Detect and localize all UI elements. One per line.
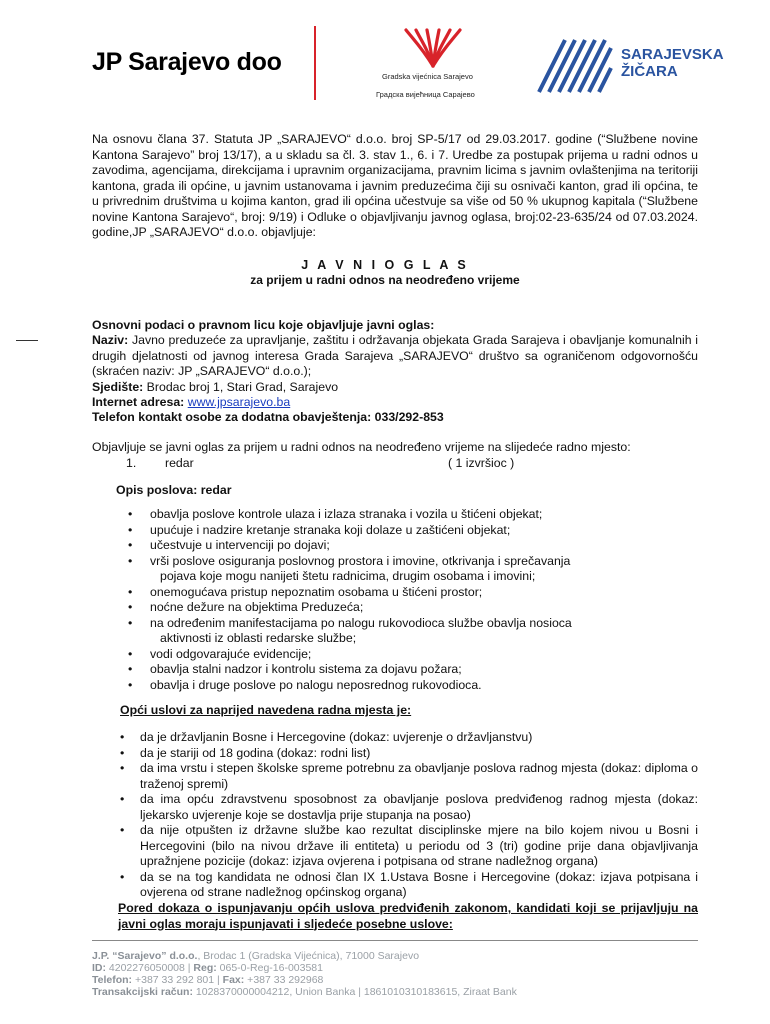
position-number: 1. [126,456,137,470]
company-name: JP Sarajevo doo [92,48,282,76]
seat-label: Sjedište: [92,380,144,394]
list-item: • vodi odgovarajuće evidencije; [120,647,680,663]
entity-name-label: Naziv: [92,333,129,347]
entity-name [92,333,698,380]
website-link[interactable]: www.jpsarajevo.ba [187,395,291,409]
basic-info-heading: Osnovni podaci o pravnom licu koje objavljuje javni oglas: [92,318,435,332]
position-name: redar [165,456,194,470]
document-subtitle: za prijem u radni odnos na neodređeno vrijeme [250,273,520,287]
footer-divider [92,940,698,941]
footer-phones: Telefon: +387 33 292 801 | Fax: +387 33 292968 [92,974,324,986]
list-item: • upućuje i nadzire kretanje stranaka koji dolaze u zaštićeni objekat; [120,523,680,539]
list-item: • obavlja poslove kontrole ulaza i izlaza stranaka i vozila u štićeni objekat; [120,507,680,523]
entity-name-value: Javno preduzeće za upravljanje, zaštitu i održavanja objekata Grada Sarajeva i obavljanje komunalnih i drugih djelatnosti od javnog interesa Grada Sarajeva „SARAJEVO“ društvo sa ograničenom odgovornošću (skraćen naziv: JP „SARAJEVO“ d.o.o.); [92,333,698,378]
list-item: • da ima opću zdravstvenu sposobnost za obavljanje poslova predviđenog radnog mjesta (dokaz: ljekarsko uvjerenje koje se dostavlja prije stupanja na posao) [118,792,698,823]
cable-car-brand-line2: ŽIČARA [621,63,678,80]
list-item: • učestvuje u intervenciji po dojavi; [120,538,680,554]
list-item: • da nije otpušten iz državne službe kao rezultat disciplinske mjere na bilo kojem nivou u Bosni i Hercegovini (bilo na nivou države ili entiteta) u periodu od 3 (tri) godine prije dana objavljivanja upražnjene pozicije (dokaz: izjava ovjerena i potpisana od strane nadležnog organa) [118,823,698,870]
general-conditions-list [118,730,698,901]
list-item: • na određenim manifestacijama po nalogu rukovodioca službe obavlja nosioca aktivnosti iz oblasti redarske službe; [120,616,680,647]
city-hall-logo-icon [400,26,466,70]
duties-heading: Opis poslova: redar [116,483,232,497]
cable-car-brand [621,46,724,80]
list-item: • da je stariji od 18 godina (dokaz: rodni list) [118,746,698,762]
footer-address: J.P. “Sarajevo” d.o.o., Brodac 1 (Gradska Vijećnica), 71000 Sarajevo [92,950,420,962]
general-conditions-heading: Opći uslovi za naprijed navedena radna mjesta je: [120,703,412,717]
list-item: • noćne dežure na objektima Preduzeća; [120,600,680,616]
duties-list [120,507,680,693]
entity-seat [92,380,698,396]
list-item: • da se na tog kandidata ne odnosi član IX 1.Ustava Bosne i Hercegovine (dokaz: izjava potpisana i ovjerena od strane nadležnog općinskog organa) [118,870,698,901]
city-hall-name-cyrillic: Градска вијећница Сарајево [376,90,475,99]
document-title: J A V N I O G L A S [301,258,469,272]
intro-paragraph: Na osnovu člana 37. Statuta JP „SARAJEVO“ d.o.o. broj SP-5/17 od 29.03.2017. godine (“Službene novine Kantona Sarajevo” broj 13/17), a u skladu sa čl. 3. stav 1., 6. i 7. Uredbe za postupak prijema u radni odnos u zavodima, agencijama, direkcijama i upravnim organizacijama, pravnim licima s javnim ovlaštenjima na teritoriji kantona, grada ili općine, u javnim ustanovama i javnim preduzećima čiji su osnivači kanton, grad ili općina, te u privrednim društvima u kojima kanton, grad ili općina učestvuje sa više od 50 % ukupnog kapitala (“Službene novine Kantona Sarajevo“, broj: 9/19) i Odluke o objavljivanju javnog oglasa, broj:02-23-635/24 od 07.03.2024. godine,JP „SARAJEVO“ d.o.o. objavljuje: [92,132,698,239]
list-item: • da ima vrstu i stepen školske spreme potrebnu za obavljanje poslova radnog mjesta (dokaz: diploma o traženoj spremi) [118,761,698,792]
list-item: • da je državljanin Bosne i Hercegovine (dokaz: uvjerenje o državljanstvu) [118,730,698,746]
position-count: ( 1 izvršioc ) [448,456,515,470]
list-item: • obavlja i druge poslove po nalogu neposrednog rukovodioca. [120,678,680,694]
header-divider [314,26,316,100]
seat-value: Brodac broj 1, Stari Grad, Sarajevo [143,380,339,394]
contact-phone: Telefon kontakt osobe za dodatna obavještenja: 033/292-853 [92,410,444,424]
cable-car-brand-line1: SARAJEVSKA [621,46,724,63]
announcement-text: Objavljuje se javni oglas za prijem u radni odnos na neodređeno vrijeme na slijedeće radno mjesto: [92,440,631,454]
list-item: • obavlja stalni nadzor i kontrolu sistema za dojavu požara; [120,662,680,678]
city-hall-name-latin: Gradska vijećnica Sarajevo [382,72,473,81]
special-conditions-heading: Pored dokaza o ispunjavanju općih uslova predviđenih zakonom, kandidati koji se prijavljuju na javni oglas moraju ispunjavati i sljedeće posebne uslove: [118,901,698,931]
cable-car-logo-icon [535,34,613,96]
margin-mark [16,340,38,341]
list-item: • vrši poslove osiguranja poslovnog prostora i imovine, otkrivanja i sprečavanja pojava koje mogu nanijeti štetu radnicima, drugim osobama i imovini; [120,554,680,585]
footer-ids: ID: 4202276050008 | Reg: 065-0-Reg-16-003581 [92,962,323,974]
footer-bank: Transakcijski račun: 1028370000004212, Union Banka | 1861010310183615, Ziraat Bank [92,986,517,998]
entity-website [92,395,698,411]
list-item: • onemogućava pristup nepoznatim osobama u štićeni prostor; [120,585,680,601]
website-label: Internet adresa: [92,395,185,409]
